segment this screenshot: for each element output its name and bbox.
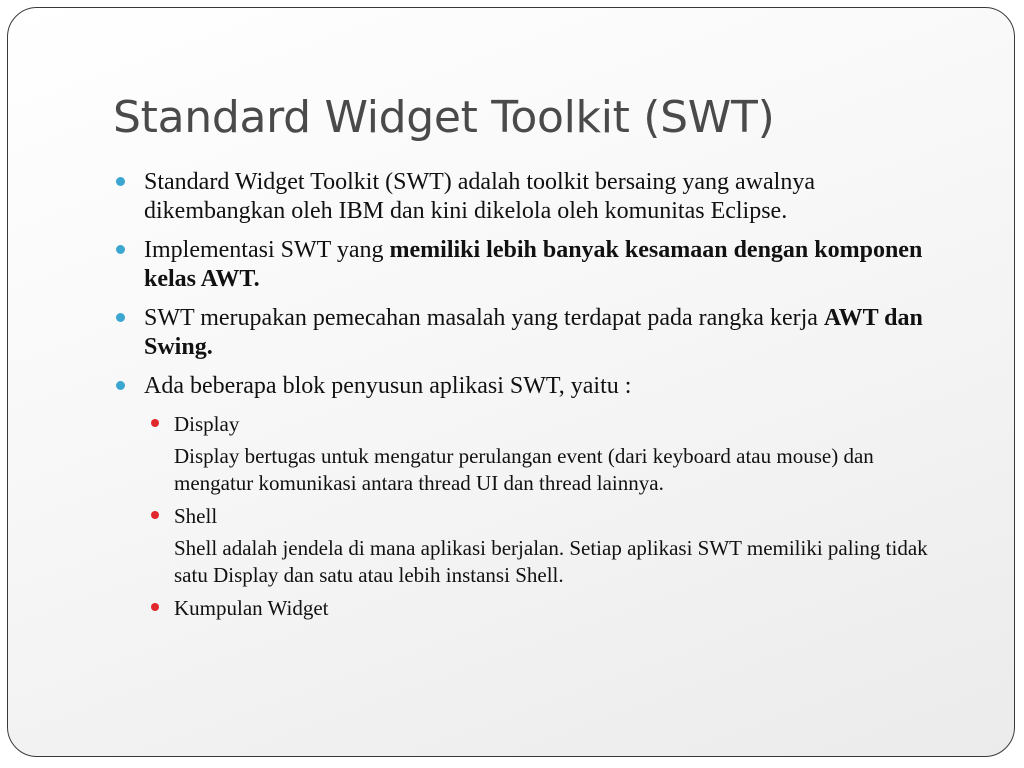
bullet-dot-icon [116, 245, 125, 254]
bullet-dot-icon [116, 381, 125, 390]
sub-bullet-dot-icon [151, 419, 159, 427]
slide [7, 7, 1015, 757]
sub-bullet-dot-icon [151, 511, 159, 519]
bullet-item [116, 236, 956, 294]
sub-bullet-item [116, 503, 956, 529]
sub-bullet-item [116, 411, 956, 437]
bullet-text: SWT merupakan pemecahan masalah yang terdapat pada rangka kerja [144, 305, 824, 331]
sub-bullet-label: Display [174, 412, 240, 436]
bullet-text: Implementasi SWT yang [144, 237, 390, 263]
slide-title: Standard Widget Toolkit (SWT) [113, 92, 775, 143]
sub-bullet-label: Kumpulan Widget [174, 596, 329, 620]
bullet-bold-text: memiliki lebih banyak kesamaan dengan komponen kelas AWT. [144, 237, 923, 292]
bullet-dot-icon [116, 313, 125, 322]
bullet-text: Standard Widget Toolkit (SWT) adalah toolkit bersaing yang awalnya dikembangkan oleh IBM dan kini dikelola oleh komunitas Eclipse. [144, 169, 815, 224]
sub-bullet-label: Shell [174, 504, 218, 528]
sub-bullet-item [116, 595, 956, 621]
bullet-text: Ada beberapa blok penyusun aplikasi SWT, yaitu : [144, 373, 632, 399]
slide-content [116, 168, 956, 627]
sub-bullet-description: Shell adalah jendela di mana aplikasi berjalan. Setiap aplikasi SWT memiliki paling tidak satu Display dan satu atau lebih instansi Shell. [174, 536, 928, 587]
sub-bullet-dot-icon [151, 603, 159, 611]
bullet-bold-text: AWT dan Swing. [144, 305, 923, 360]
sub-bullet-description: Display bertugas untuk mengatur perulangan event (dari keyboard atau mouse) dan mengatur komunikasi antara thread UI dan thread lainnya. [174, 444, 874, 495]
bullet-item [116, 304, 956, 362]
bullet-dot-icon [116, 177, 125, 186]
bullet-item [116, 168, 956, 226]
bullet-item [116, 372, 956, 401]
